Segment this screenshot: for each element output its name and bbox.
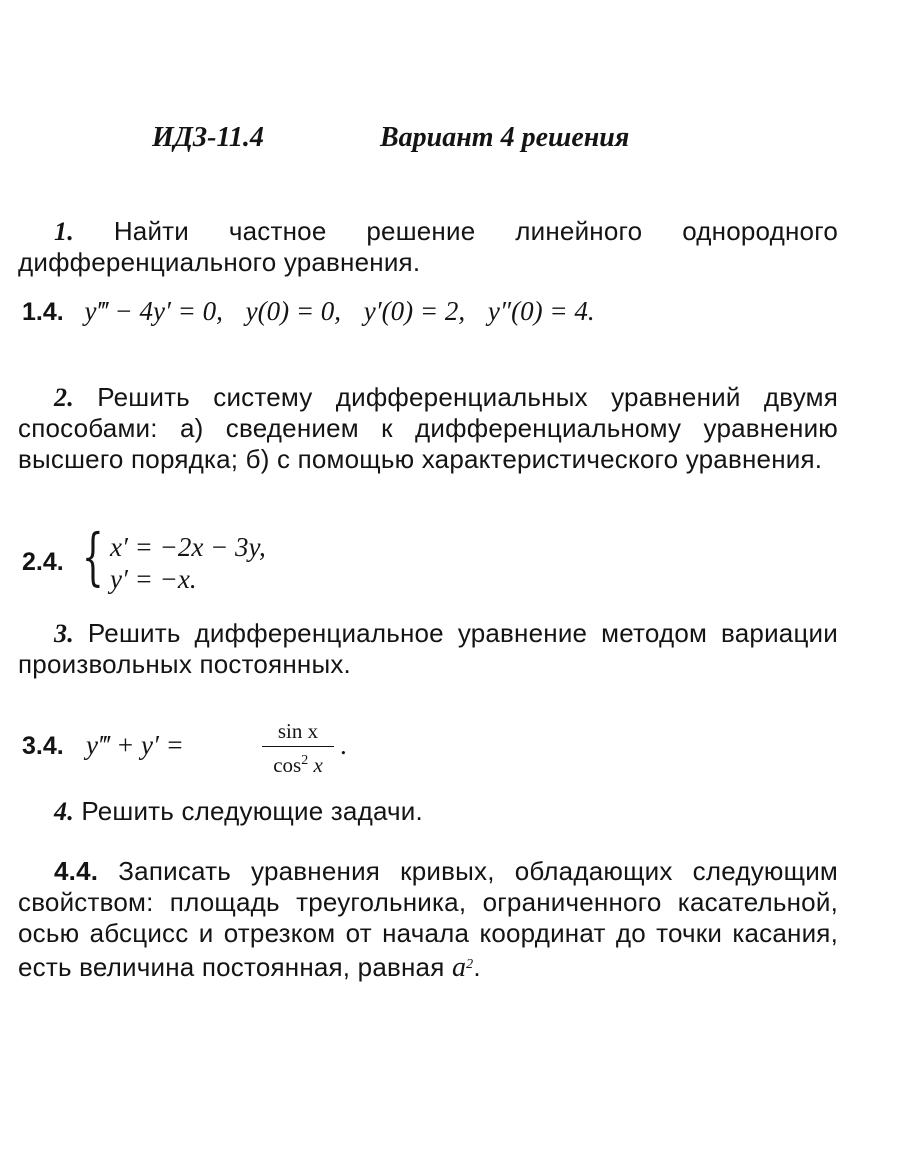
task-4-statement (18, 796, 838, 827)
constant-a-squared: $a^2$ (451, 952, 474, 983)
problem-4-4: 4.4. Записать уравнения кривых, обладающих следующим свойством: площадь треугольника, ограниченного касательной, осью абсцисс и отрезком от начала координат до точки касания, есть величина постоянная, равная $a^2$. (18, 856, 838, 983)
task-2-statement (18, 382, 838, 475)
problem-4-4-label: 4.4. (54, 856, 99, 886)
variant-title: Вариант 4 решения (380, 122, 630, 153)
task-4-number: 4. (54, 797, 74, 826)
problem-3-4-period: . (340, 730, 347, 760)
task-2-text: Решить систему дифференциальных уравнений двумя способами: а) сведением к дифференциальному уравнению высшего порядка; б) с помощью характеристического уравнения. (18, 382, 838, 474)
problem-3-4-fraction (262, 718, 334, 777)
problem-1-4-condition-2: y′(0) = 2, (363, 296, 466, 326)
task-2-number: 2. (54, 383, 74, 412)
task-1-statement (18, 216, 838, 278)
task-4-text: Решить следующие задачи. (81, 796, 423, 826)
problem-3-4-lhs: y‴ + y′ = (86, 730, 184, 760)
fraction-denominator: $\cos^2 x$ (273, 753, 323, 777)
problem-2-4-label: 2.4. (22, 548, 64, 576)
problem-1-4-condition-3: y″(0) = 4. (487, 296, 595, 326)
fraction-bar (262, 746, 334, 747)
document-header (152, 122, 772, 162)
task-3-text: Решить дифференциальное уравнение методом вариации произвольных постоянных. (18, 618, 838, 679)
task-3-number: 3. (54, 619, 74, 648)
task-1-number: 1. (54, 217, 74, 246)
task-3-statement (18, 618, 838, 680)
system-brace: { (82, 520, 104, 593)
assignment-code: ИДЗ-11.4 (152, 122, 264, 153)
fraction-numerator: sin x (277, 719, 319, 743)
problem-1-4 (22, 296, 595, 327)
problem-2-4 (22, 520, 382, 594)
problem-3-4 (22, 718, 442, 778)
problem-1-4-equation: y‴ − 4y′ = 0, (84, 296, 223, 326)
system-equation-1: x′ = −2x − 3y, (110, 532, 266, 562)
problem-1-4-condition-1: y(0) = 0, (245, 296, 342, 326)
problem-1-4-label: 1.4. (22, 298, 64, 326)
system-equation-2: y′ = −x. (110, 564, 197, 594)
problem-3-4-label: 3.4. (22, 732, 64, 760)
problem-4-4-text: Записать уравнения кривых, обладающих следующим свойством: площадь треугольника, ограниченного касательной, осью абсцисс и отрезком от начала координат до точки касания, есть величина постоянная, равная (18, 856, 838, 982)
task-1-text: Найти частное решение линейного однородного дифференциального уравнения. (18, 216, 838, 277)
